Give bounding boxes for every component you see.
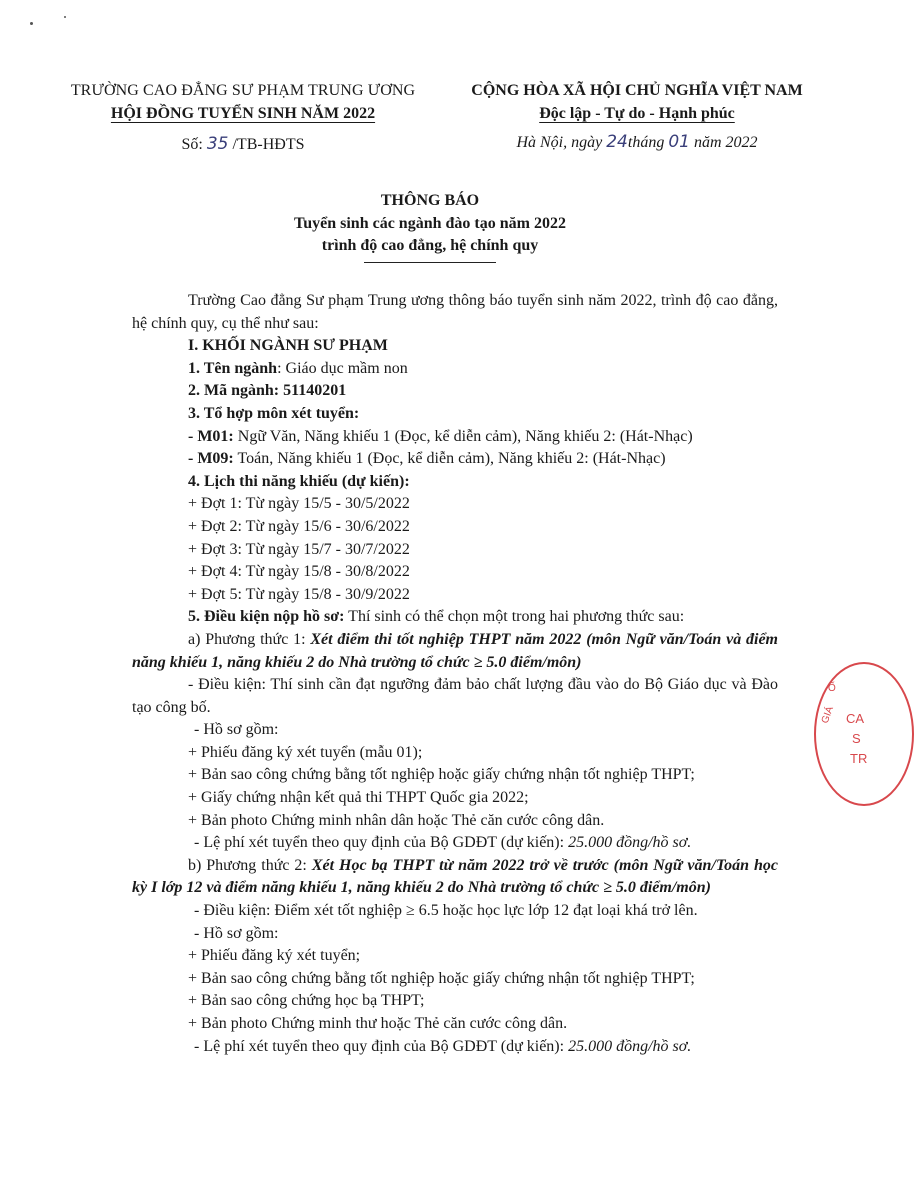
handwritten-month: 01 <box>668 132 690 153</box>
method-2-doc-item: + Bản photo Chứng minh thư hoặc Thẻ căn cước công dân. <box>188 1015 568 1032</box>
method-1-fee: - Lệ phí xét tuyển theo quy định của Bộ GDĐT (dự kiến): 25.000 đồng/hồ sơ. <box>194 834 692 852</box>
scan-speck <box>30 22 33 25</box>
method-1-doc-item: + Bản sao công chứng bằng tốt nghiệp hoặc giấy chứng nhận tốt nghiệp THPT; <box>188 766 695 784</box>
combo-heading: 3. Tổ hợp môn xét tuyển: <box>188 404 360 422</box>
issuer-council: HỘI ĐỒNG TUYỂN SINH NĂM 2022 <box>110 104 376 122</box>
national-header <box>448 80 826 155</box>
round-item: + Đợt 5: Từ ngày 15/8 - 30/9/2022 <box>188 585 410 603</box>
method-1-docs-heading: - Hồ sơ gồm: <box>194 721 279 739</box>
title-line-1: THÔNG BÁO <box>380 192 480 209</box>
national-motto: Độc lập - Tự do - Hạnh phúc <box>539 104 735 122</box>
document-number: Số: 35 /TB-HĐTS <box>181 134 305 155</box>
title-line-2: Tuyển sinh các ngành đào tạo năm 2022 <box>294 214 566 232</box>
method-2-docs-heading: - Hồ sơ gồm: <box>194 924 279 942</box>
combo-m01: - M01: Ngữ Văn, Năng khiếu 1 (Đọc, kể diễn cảm), Năng khiếu 2: (Hát-Nhạc) <box>188 427 693 445</box>
code-line: 2. Mã ngành: 51140201 <box>188 382 347 400</box>
handwritten-day: 24 <box>606 132 628 153</box>
major-line: 1. Tên ngành: Giáo dục mầm non <box>188 359 408 377</box>
method-2-condition: - Điều kiện: Điểm xét tốt nghiệp ≥ 6.5 hoặc học lực lớp 12 đạt loại khá trở lên. <box>194 902 698 920</box>
intro-paragraph: Trường Cao đẳng Sư phạm Trung ương thông báo tuyển sinh năm 2022, trình độ cao đẳng, hệ chính quy, cụ thể như sau: <box>132 292 778 332</box>
method-1-doc-item: + Phiếu đăng ký xét tuyển (mẫu 01); <box>188 743 423 761</box>
method-2-doc-item: + Bản sao công chứng học bạ THPT; <box>188 992 425 1010</box>
issuer-header <box>58 80 428 157</box>
official-seal <box>814 662 914 806</box>
method-1-heading: a) Phương thức 1: Xét điểm thi tốt nghiệp THPT năm 2022 (môn Ngữ văn/Toán và điểm năng khiếu 1, năng khiếu 2 do Nhà trường tổ chức ≥ 5.0 điểm/môn) <box>132 630 778 671</box>
method-2-heading: b) Phương thức 2: Xét Học bạ THPT từ năm 2022 trở về trước (môn Ngữ văn/Toán học kỳ I lớp 12 và điểm năng khiếu 1, năng khiếu 2 do Nhà trường tổ chức ≥ 5.0 điểm/môn) <box>132 856 778 897</box>
method-2-doc-item: + Bản sao công chứng bằng tốt nghiệp hoặc giấy chứng nhận tốt nghiệp THPT; <box>188 969 695 987</box>
combo-m09: - M09: Toán, Năng khiếu 1 (Đọc, kể diễn cảm), Năng khiếu 2: (Hát-Nhạc) <box>188 450 666 468</box>
title-underline <box>364 262 496 263</box>
round-item: + Đợt 4: Từ ngày 15/8 - 30/8/2022 <box>188 563 410 581</box>
notice-body <box>132 290 778 1058</box>
issuer-school: TRƯỜNG CAO ĐẲNG SƯ PHẠM TRUNG ƯƠNG <box>70 82 416 99</box>
national-name: CỘNG HÒA XÃ HỘI CHỦ NGHĨA VIỆT NAM <box>471 82 803 99</box>
handwritten-number: 35 <box>206 134 229 155</box>
seal-text: CA <box>846 711 865 726</box>
section-heading: I. KHỐI NGÀNH SƯ PHẠM <box>188 337 388 355</box>
seal-text: S <box>852 731 861 746</box>
round-item: + Đợt 2: Từ ngày 15/6 - 30/6/2022 <box>188 517 410 535</box>
method-1-condition: - Điều kiện: Thí sinh cần đạt ngưỡng đảm bảo chất lượng đầu vào do Bộ Giáo dục và Đào tạo công bố. <box>132 676 778 716</box>
seal-text: Ố <box>828 683 836 694</box>
method-2-doc-item: + Phiếu đăng ký xét tuyển; <box>188 947 361 965</box>
title-line-3: trình độ cao đẳng, hệ chính quy <box>321 237 539 255</box>
seal-text: GIÁ <box>819 705 836 726</box>
schedule-heading: 4. Lịch thi năng khiếu (dự kiến): <box>188 472 410 490</box>
round-item: + Đợt 3: Từ ngày 15/7 - 30/7/2022 <box>188 540 410 558</box>
round-item: + Đợt 1: Từ ngày 15/5 - 30/5/2022 <box>188 495 410 513</box>
scan-speck <box>64 16 66 18</box>
conditions-line: 5. Điều kiện nộp hồ sơ: Thí sinh có thể chọn một trong hai phương thức sau: <box>188 608 685 626</box>
method-1-doc-item: + Bản photo Chứng minh nhân dân hoặc Thẻ căn cước công dân. <box>188 811 605 829</box>
notice-title <box>0 190 860 263</box>
document-date: Hà Nội, ngày 24tháng 01 năm 2022 <box>516 132 758 153</box>
method-1-doc-item: + Giấy chứng nhận kết quả thi THPT Quốc gia 2022; <box>188 789 529 807</box>
seal-text: TR <box>850 751 868 766</box>
method-2-fee: - Lệ phí xét tuyển theo quy định của Bộ GDĐT (dự kiến): 25.000 đồng/hồ sơ. <box>194 1037 692 1055</box>
